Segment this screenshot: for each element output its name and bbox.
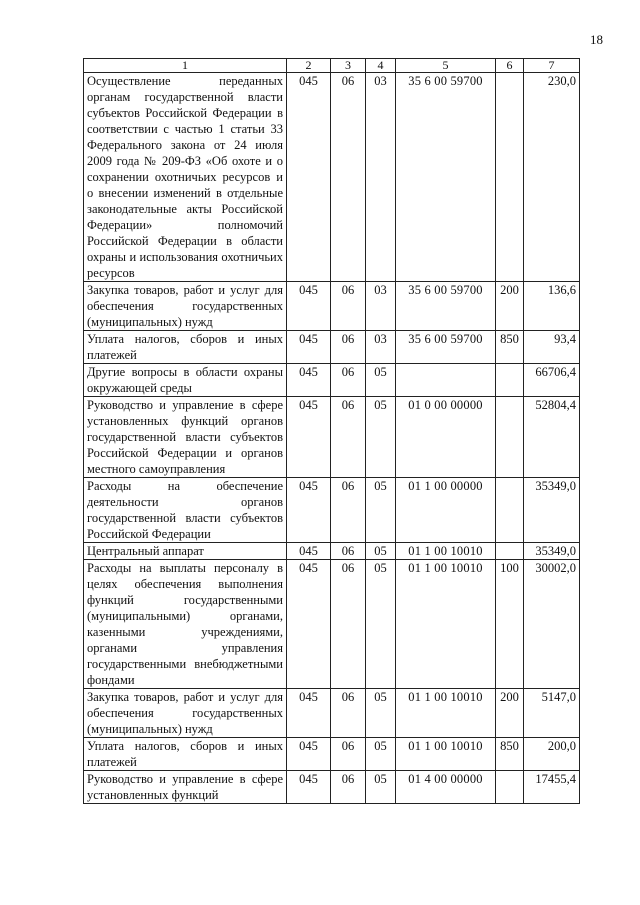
amount: 35349,0 xyxy=(524,543,580,560)
section-code: 06 xyxy=(331,738,366,771)
expense-name: Другие вопросы в области охраны окружающей среды xyxy=(84,364,287,397)
expense-type-code xyxy=(496,543,524,560)
amount: 66706,4 xyxy=(524,364,580,397)
target-article-code: 35 6 00 59700 xyxy=(396,331,496,364)
target-article-code: 01 1 00 10010 xyxy=(396,738,496,771)
expense-name: Уплата налогов, сборов и иных платежей xyxy=(84,331,287,364)
subsection-code: 05 xyxy=(366,738,396,771)
expense-type-code xyxy=(496,771,524,804)
expense-type-code: 850 xyxy=(496,331,524,364)
ministry-code: 045 xyxy=(287,738,331,771)
amount: 136,6 xyxy=(524,282,580,331)
column-header: 1 xyxy=(84,59,287,73)
subsection-code: 05 xyxy=(366,478,396,543)
expense-name: Осуществление переданных органам государственной власти субъектов Российской Федерации в соответствии с частью 1 статьи 33 Федерального закона от 24 июля 2009 года № 209-ФЗ «Об охоте и о сохранении охотничьих ресурсов и о внесении изменений в отдельные законодательные акты Российской Федерации» полномочий Российской Федерации в области охраны и использования охотничьих ресурсов xyxy=(84,73,287,282)
column-header: 3 xyxy=(331,59,366,73)
ministry-code: 045 xyxy=(287,331,331,364)
table-row xyxy=(84,364,580,397)
target-article-code: 01 0 00 00000 xyxy=(396,397,496,478)
expense-name: Уплата налогов, сборов и иных платежей xyxy=(84,738,287,771)
amount: 52804,4 xyxy=(524,397,580,478)
expense-name: Руководство и управление в сфере установленных функций органов государственной власти субъектов Российской Федерации и органов местного самоуправления xyxy=(84,397,287,478)
amount: 93,4 xyxy=(524,331,580,364)
section-code: 06 xyxy=(331,478,366,543)
amount: 35349,0 xyxy=(524,478,580,543)
expense-name: Расходы на выплаты персоналу в целях обеспечения выполнения функций государственными (муниципальными) органами, казенными учреждениями, органами управления государственными внебюджетными фондами xyxy=(84,560,287,689)
table-row xyxy=(84,738,580,771)
expense-type-code xyxy=(496,364,524,397)
table-row xyxy=(84,397,580,478)
expense-name: Закупка товаров, работ и услуг для обеспечения государственных (муниципальных) нужд xyxy=(84,689,287,738)
expense-type-code xyxy=(496,73,524,282)
amount: 200,0 xyxy=(524,738,580,771)
target-article-code: 01 4 00 00000 xyxy=(396,771,496,804)
target-article-code: 01 1 00 10010 xyxy=(396,689,496,738)
column-header: 5 xyxy=(396,59,496,73)
target-article-code: 01 1 00 10010 xyxy=(396,560,496,689)
section-code: 06 xyxy=(331,560,366,689)
table-row xyxy=(84,478,580,543)
expense-type-code xyxy=(496,478,524,543)
subsection-code: 05 xyxy=(366,397,396,478)
table-row xyxy=(84,560,580,689)
section-code: 06 xyxy=(331,282,366,331)
budget-table xyxy=(83,58,580,804)
table-row xyxy=(84,543,580,560)
target-article-code xyxy=(396,364,496,397)
ministry-code: 045 xyxy=(287,364,331,397)
section-code: 06 xyxy=(331,689,366,738)
expense-name: Расходы на обеспечение деятельности органов государственной власти субъектов Российской Федерации xyxy=(84,478,287,543)
ministry-code: 045 xyxy=(287,689,331,738)
amount: 17455,4 xyxy=(524,771,580,804)
subsection-code: 03 xyxy=(366,73,396,282)
page-number: 18 xyxy=(590,32,603,47)
section-code: 06 xyxy=(331,397,366,478)
expense-type-code: 200 xyxy=(496,282,524,331)
subsection-code: 05 xyxy=(366,771,396,804)
expense-type-code: 100 xyxy=(496,560,524,689)
subsection-code: 05 xyxy=(366,364,396,397)
target-article-code: 01 1 00 10010 xyxy=(396,543,496,560)
subsection-code: 03 xyxy=(366,282,396,331)
section-code: 06 xyxy=(331,364,366,397)
table-row xyxy=(84,73,580,282)
target-article-code: 35 6 00 59700 xyxy=(396,73,496,282)
ministry-code: 045 xyxy=(287,282,331,331)
subsection-code: 03 xyxy=(366,331,396,364)
column-header: 6 xyxy=(496,59,524,73)
ministry-code: 045 xyxy=(287,478,331,543)
expense-name: Руководство и управление в сфере установленных функций xyxy=(84,771,287,804)
section-code: 06 xyxy=(331,543,366,560)
table-row xyxy=(84,771,580,804)
ministry-code: 045 xyxy=(287,560,331,689)
subsection-code: 05 xyxy=(366,689,396,738)
table-row xyxy=(84,331,580,364)
target-article-code: 01 1 00 00000 xyxy=(396,478,496,543)
table-row xyxy=(84,282,580,331)
column-header: 4 xyxy=(366,59,396,73)
ministry-code: 045 xyxy=(287,73,331,282)
amount: 5147,0 xyxy=(524,689,580,738)
expense-type-code: 850 xyxy=(496,738,524,771)
section-code: 06 xyxy=(331,331,366,364)
section-code: 06 xyxy=(331,771,366,804)
ministry-code: 045 xyxy=(287,397,331,478)
target-article-code: 35 6 00 59700 xyxy=(396,282,496,331)
expense-name: Закупка товаров, работ и услуг для обеспечения государственных (муниципальных) нужд xyxy=(84,282,287,331)
section-code: 06 xyxy=(331,73,366,282)
expense-type-code xyxy=(496,397,524,478)
subsection-code: 05 xyxy=(366,543,396,560)
subsection-code: 05 xyxy=(366,560,396,689)
amount: 230,0 xyxy=(524,73,580,282)
ministry-code: 045 xyxy=(287,771,331,804)
column-header: 7 xyxy=(524,59,580,73)
table-row xyxy=(84,689,580,738)
amount: 30002,0 xyxy=(524,560,580,689)
header-row xyxy=(84,59,580,73)
expense-name: Центральный аппарат xyxy=(84,543,287,560)
expense-type-code: 200 xyxy=(496,689,524,738)
column-header: 2 xyxy=(287,59,331,73)
ministry-code: 045 xyxy=(287,543,331,560)
